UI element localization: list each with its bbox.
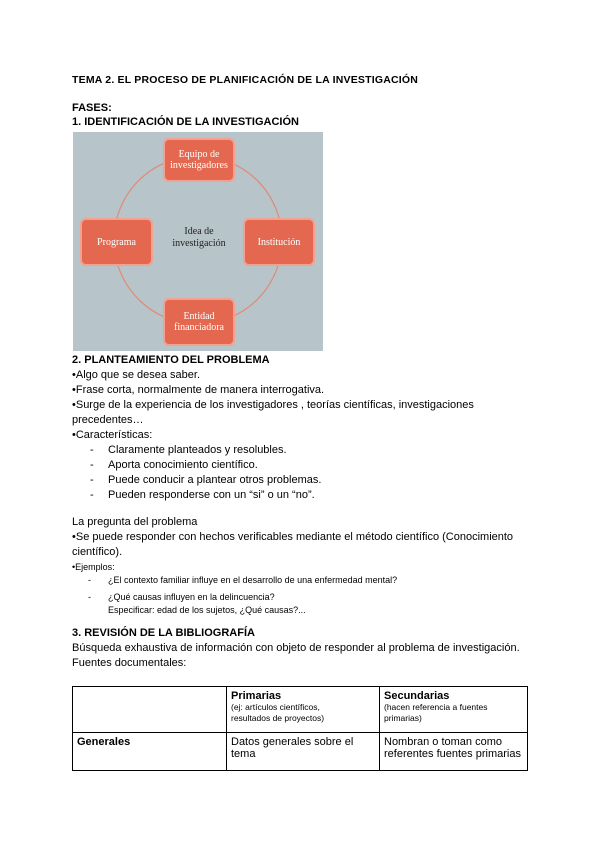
diagram-center-label xyxy=(154,226,244,250)
ejemplos-list xyxy=(88,574,528,617)
table-cell: Datos generales sobre el tema xyxy=(227,733,380,771)
bullet-line: •Frase corta, normalmente de manera interrogativa. xyxy=(72,384,325,396)
table-header-primarias: Primarias (ej: artículos científicos, resultados de proyectos) xyxy=(227,687,380,733)
bullet-line: •Surge de la experiencia de los investigadores , teorías científicas, investigaciones xyxy=(72,399,474,411)
bullet-line: •Características: xyxy=(72,429,153,441)
table-cell: Nombran o toman como referentes fuentes primarias xyxy=(380,733,528,771)
center-line1: Idea de xyxy=(184,226,214,237)
table-row xyxy=(73,687,528,733)
page-title: TEMA 2. EL PROCESO DE PLANIFICACIÓN DE LA INVESTIGACIÓN xyxy=(72,74,419,86)
section2-heading: 2. PLANTEAMIENTO DEL PROBLEMA xyxy=(72,354,270,366)
box-programa-label: Programa xyxy=(97,236,136,248)
list-item: - Puede conducir a plantear otros problemas. xyxy=(90,474,322,486)
box-institucion-label: Institución xyxy=(257,236,301,248)
box-entidad-line2: financiadora xyxy=(174,322,224,333)
box-institucion xyxy=(243,218,315,266)
list-item: - Claramente planteados y resolubles. xyxy=(90,444,287,456)
box-equipo-line2: investigadores xyxy=(170,160,228,171)
box-entidad-line1: Entidad xyxy=(183,311,215,322)
list-item: - Pueden responderse con un “si” o un “no”. xyxy=(90,489,315,501)
list-item: - Aporta conocimiento científico. xyxy=(90,459,258,471)
sources-table xyxy=(72,686,528,771)
box-equipo xyxy=(163,138,235,182)
section1-heading: 1. IDENTIFICACIÓN DE LA INVESTIGACIÓN xyxy=(72,116,299,128)
pregunta-text: •Se puede responder con hechos verificables mediante el método científico (Conocimiento científico). xyxy=(72,531,514,558)
table-row xyxy=(73,733,528,771)
characteristics-list xyxy=(90,443,321,503)
box-programa xyxy=(80,218,153,266)
fases-label: FASES: xyxy=(72,102,112,114)
list-item: - ¿El contexto familiar influye en el desarrollo de una enfermedad mental? xyxy=(88,575,398,585)
list-item: - ¿Qué causas influyen en la delincuencia? xyxy=(88,592,275,602)
pregunta-label: La pregunta del problema xyxy=(72,516,198,528)
table-row-label: Generales xyxy=(73,733,227,771)
box-entidad xyxy=(163,298,235,346)
bullet-line: •Algo que se desea saber. xyxy=(72,369,200,381)
section3-heading: 3. REVISIÓN DE LA BIBLIOGRAFÍA xyxy=(72,627,255,639)
box-equipo-line1: Equipo de xyxy=(178,149,220,160)
section2-bullets xyxy=(72,368,532,443)
section3-text: Búsqueda exhaustiva de información con objeto de responder al problema de investigación. Fuentes documentales: xyxy=(72,642,520,669)
ejemplos-label: •Ejemplos: xyxy=(72,562,115,572)
table-cell-empty xyxy=(73,687,227,733)
bullet-line: precedentes… xyxy=(72,414,144,426)
table-header-secundarias: Secundarias (hacen referencia a fuentes primarias) xyxy=(380,687,528,733)
center-line2: investigación xyxy=(172,238,226,249)
ejemplo-extra: Especificar: edad de los sujetos, ¿Qué causas?... xyxy=(108,605,306,615)
identification-diagram xyxy=(73,132,323,351)
